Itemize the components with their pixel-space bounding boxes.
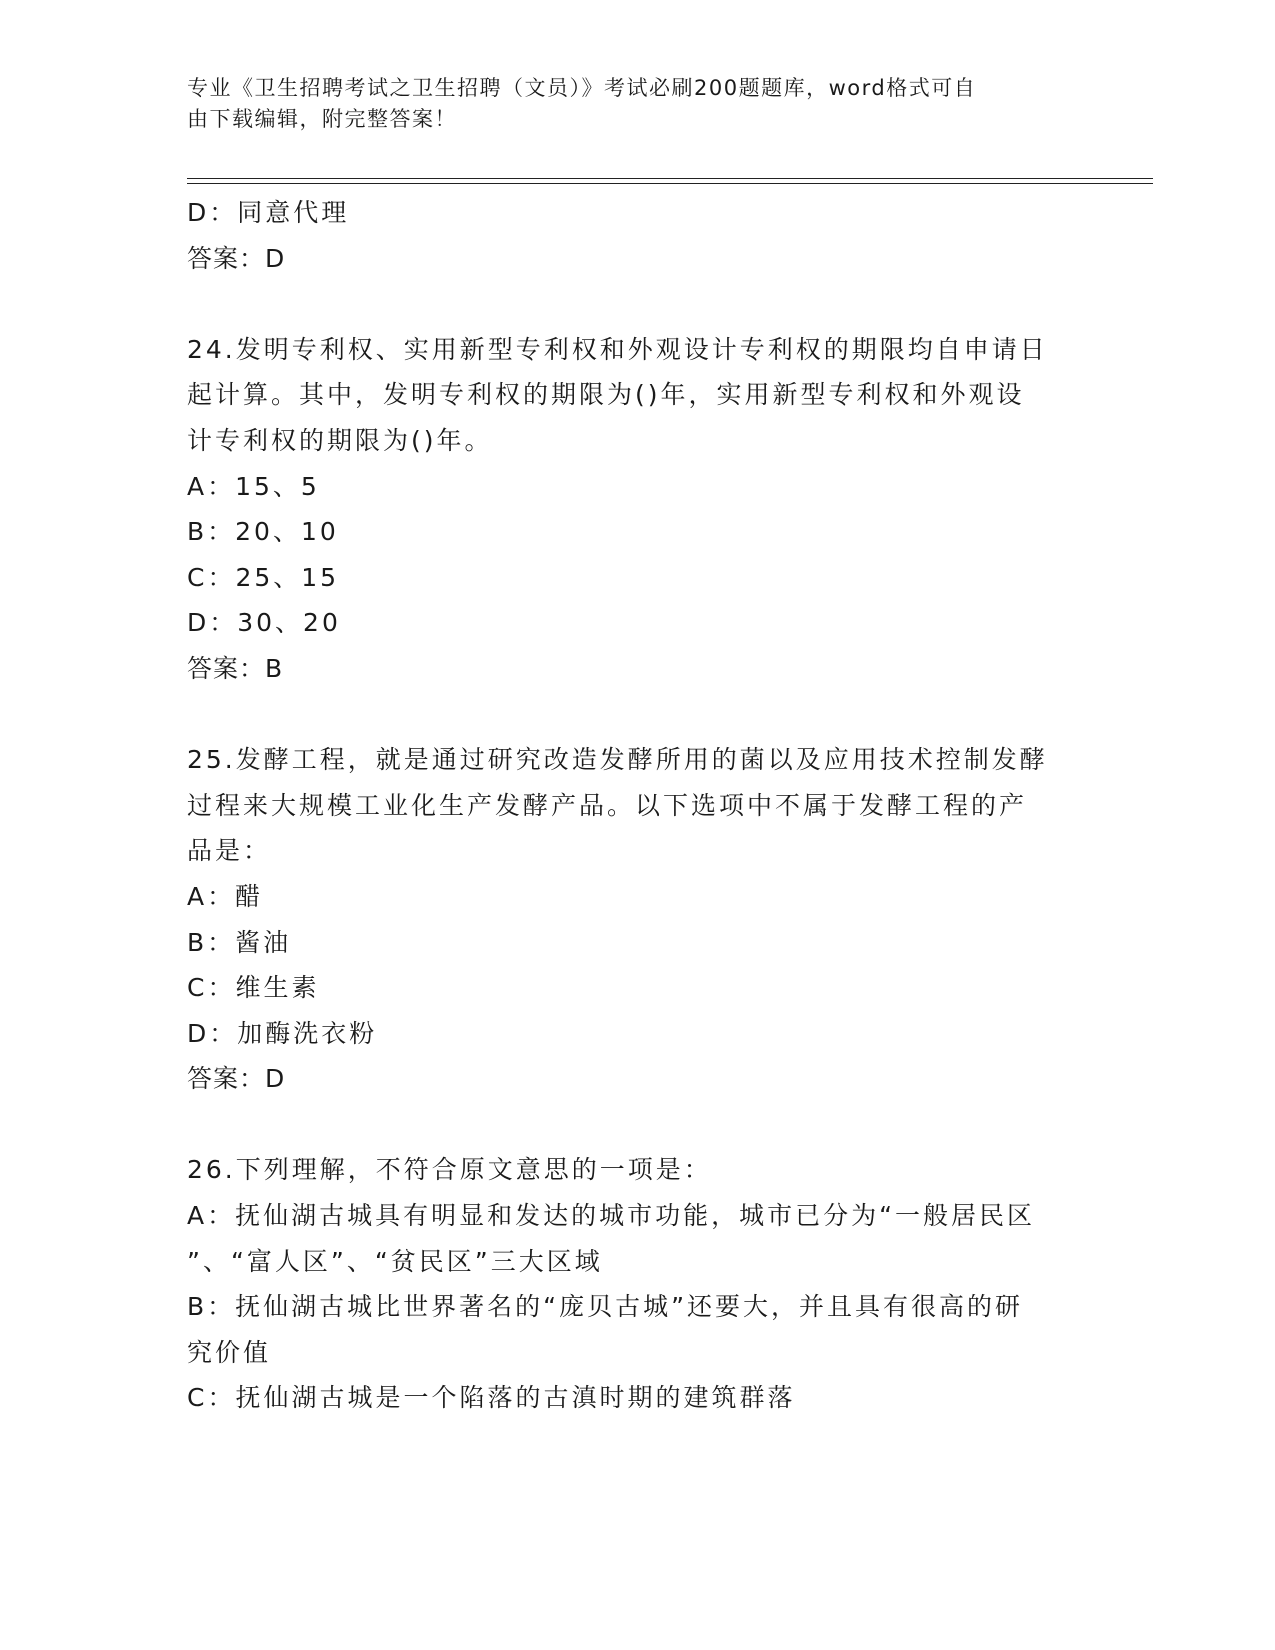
spacer — [187, 281, 1077, 327]
question-24 — [187, 327, 1077, 692]
q26-option-b-line-2: 究价值 — [187, 1337, 272, 1367]
q26-option-b-line-1: B：抚仙湖古城比世界著名的“庞贝古城”还要大，并且具有很高的研 — [187, 1292, 1024, 1322]
q24-stem-line-2: 起计算。其中，发明专利权的期限为()年，实用新型专利权和外观设 — [187, 380, 1025, 410]
q26-option-a-line-1: A：抚仙湖古城具有明显和发达的城市功能，城市已分为“一般居民区 — [187, 1201, 1036, 1231]
document-header — [187, 73, 1067, 135]
q24-option-b: B：20、10 — [187, 517, 339, 547]
q24-stem-line-3: 计专利权的期限为()年。 — [187, 425, 493, 455]
q25-option-a: A：醋 — [187, 881, 264, 911]
q25-option-d: D：加酶洗衣粉 — [187, 1018, 378, 1048]
q25-option-b: B：酱油 — [187, 927, 292, 957]
spacer — [187, 692, 1077, 738]
q25-stem-line-1: 25.发酵工程，就是通过研究改造发酵所用的菌以及应用技术控制发酵 — [187, 745, 1048, 775]
question-26 — [187, 1147, 1077, 1421]
spacer — [187, 1102, 1077, 1148]
q24-stem-line-1: 24.发明专利权、实用新型专利权和外观设计专利权的期限均自申请日 — [187, 334, 1048, 364]
q25-stem-line-2: 过程来大规模工业化生产发酵产品。以下选项中不属于发酵工程的产 — [187, 790, 1028, 820]
q24-option-c: C：25、15 — [187, 562, 340, 592]
q26-option-a-line-2: ”、“富人区”、“贫民区”三大区域 — [187, 1246, 603, 1276]
q24-answer: 答案：B — [187, 653, 284, 683]
header-line-2: 由下载编辑，附完整答案！ — [187, 107, 457, 131]
prev-option-d: D：同意代理 — [187, 198, 350, 227]
q26-stem: 26.下列理解，不符合原文意思的一项是： — [187, 1155, 712, 1185]
q25-answer: 答案：D — [187, 1064, 286, 1094]
header-rule-bottom — [187, 183, 1153, 184]
q24-option-d: D：30、20 — [187, 608, 341, 638]
q26-option-c: C：抚仙湖古城是一个陷落的古滇时期的建筑群落 — [187, 1383, 796, 1413]
q25-stem-line-3: 品是： — [187, 836, 272, 866]
q25-option-c: C：维生素 — [187, 973, 320, 1003]
document-body — [187, 190, 1077, 1421]
header-rule-top — [187, 178, 1153, 179]
q24-option-a: A：15、5 — [187, 471, 320, 501]
header-line-1: 专业《卫生招聘考试之卫生招聘（文员）》考试必刷200题题库，word格式可自 — [187, 76, 977, 100]
prev-answer: 答案：D — [187, 243, 286, 273]
question-25 — [187, 737, 1077, 1102]
